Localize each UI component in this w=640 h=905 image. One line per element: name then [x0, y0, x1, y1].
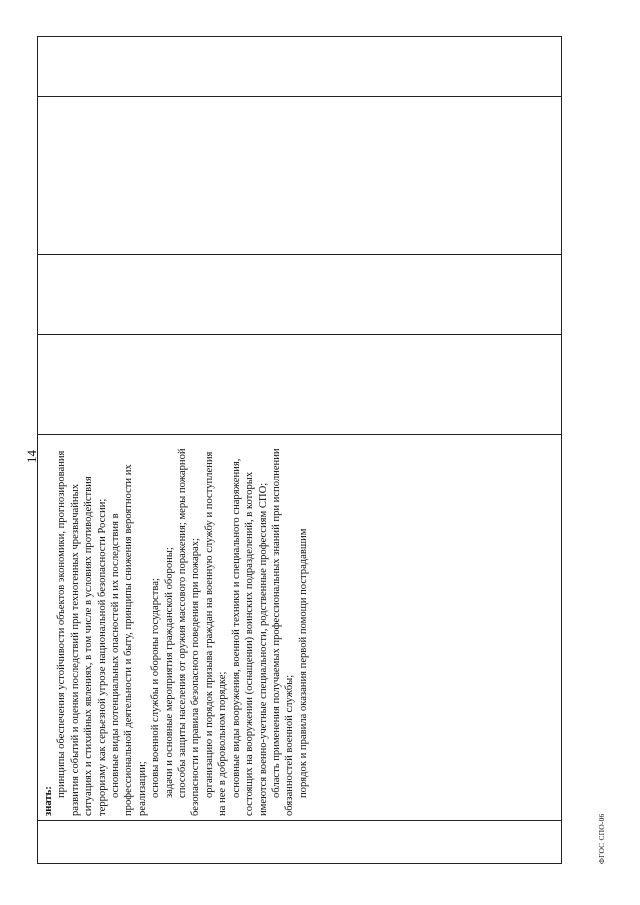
- knowledge-requirements-cell: [38, 435, 561, 821]
- list-item: организацию и порядок призыва граждан на военную службу и поступления на нее в добровольном порядке;: [203, 451, 229, 816]
- list-item: основные виды вооружения, военной техники и специального снаряжения, состоящих на вооружении (оснащении) воинских подразделений, в которых имеются военно-учетные специальности, родственные профессиям СПО;: [230, 458, 269, 816]
- page-number: 14: [24, 450, 39, 463]
- document-footer: ФГОС СПО-06: [597, 813, 606, 864]
- list-item: основные виды потенциальных опасностей и их последствия в профессиональной деятельности и быту, принципы снижения вероятности их реализации;: [110, 464, 148, 816]
- list-item: способы защиты населения от оружия массового поражения; меры пожарной безопасности и правила безопасного поведения при пожарах;: [177, 448, 202, 816]
- document-table: [37, 36, 562, 864]
- table-column-divider: [38, 96, 561, 97]
- list-item: принципы обеспечения устойчивости объектов экономики, прогнозирования развития событий и оценки последствий при техногенных чрезвычайных ситуациях и стихийных явлениях, в том числе в условиях противодействия терроризму как серьезной угрозе национальной безопасности России;: [56, 450, 108, 816]
- list-item: основы военной службы и обороны государства;: [150, 578, 162, 798]
- table-column-divider: [38, 334, 561, 335]
- list-item: порядок и правила оказания первой помощи пострадавшим: [297, 528, 309, 798]
- list-item: задачи и основные мероприятия гражданской обороны;: [163, 547, 175, 798]
- table-column-divider: [38, 254, 561, 255]
- list-item: область применения получаемых профессиональных знаний при исполнении обязанностей военной службы;: [270, 448, 296, 816]
- cell-heading: знать:: [43, 786, 54, 816]
